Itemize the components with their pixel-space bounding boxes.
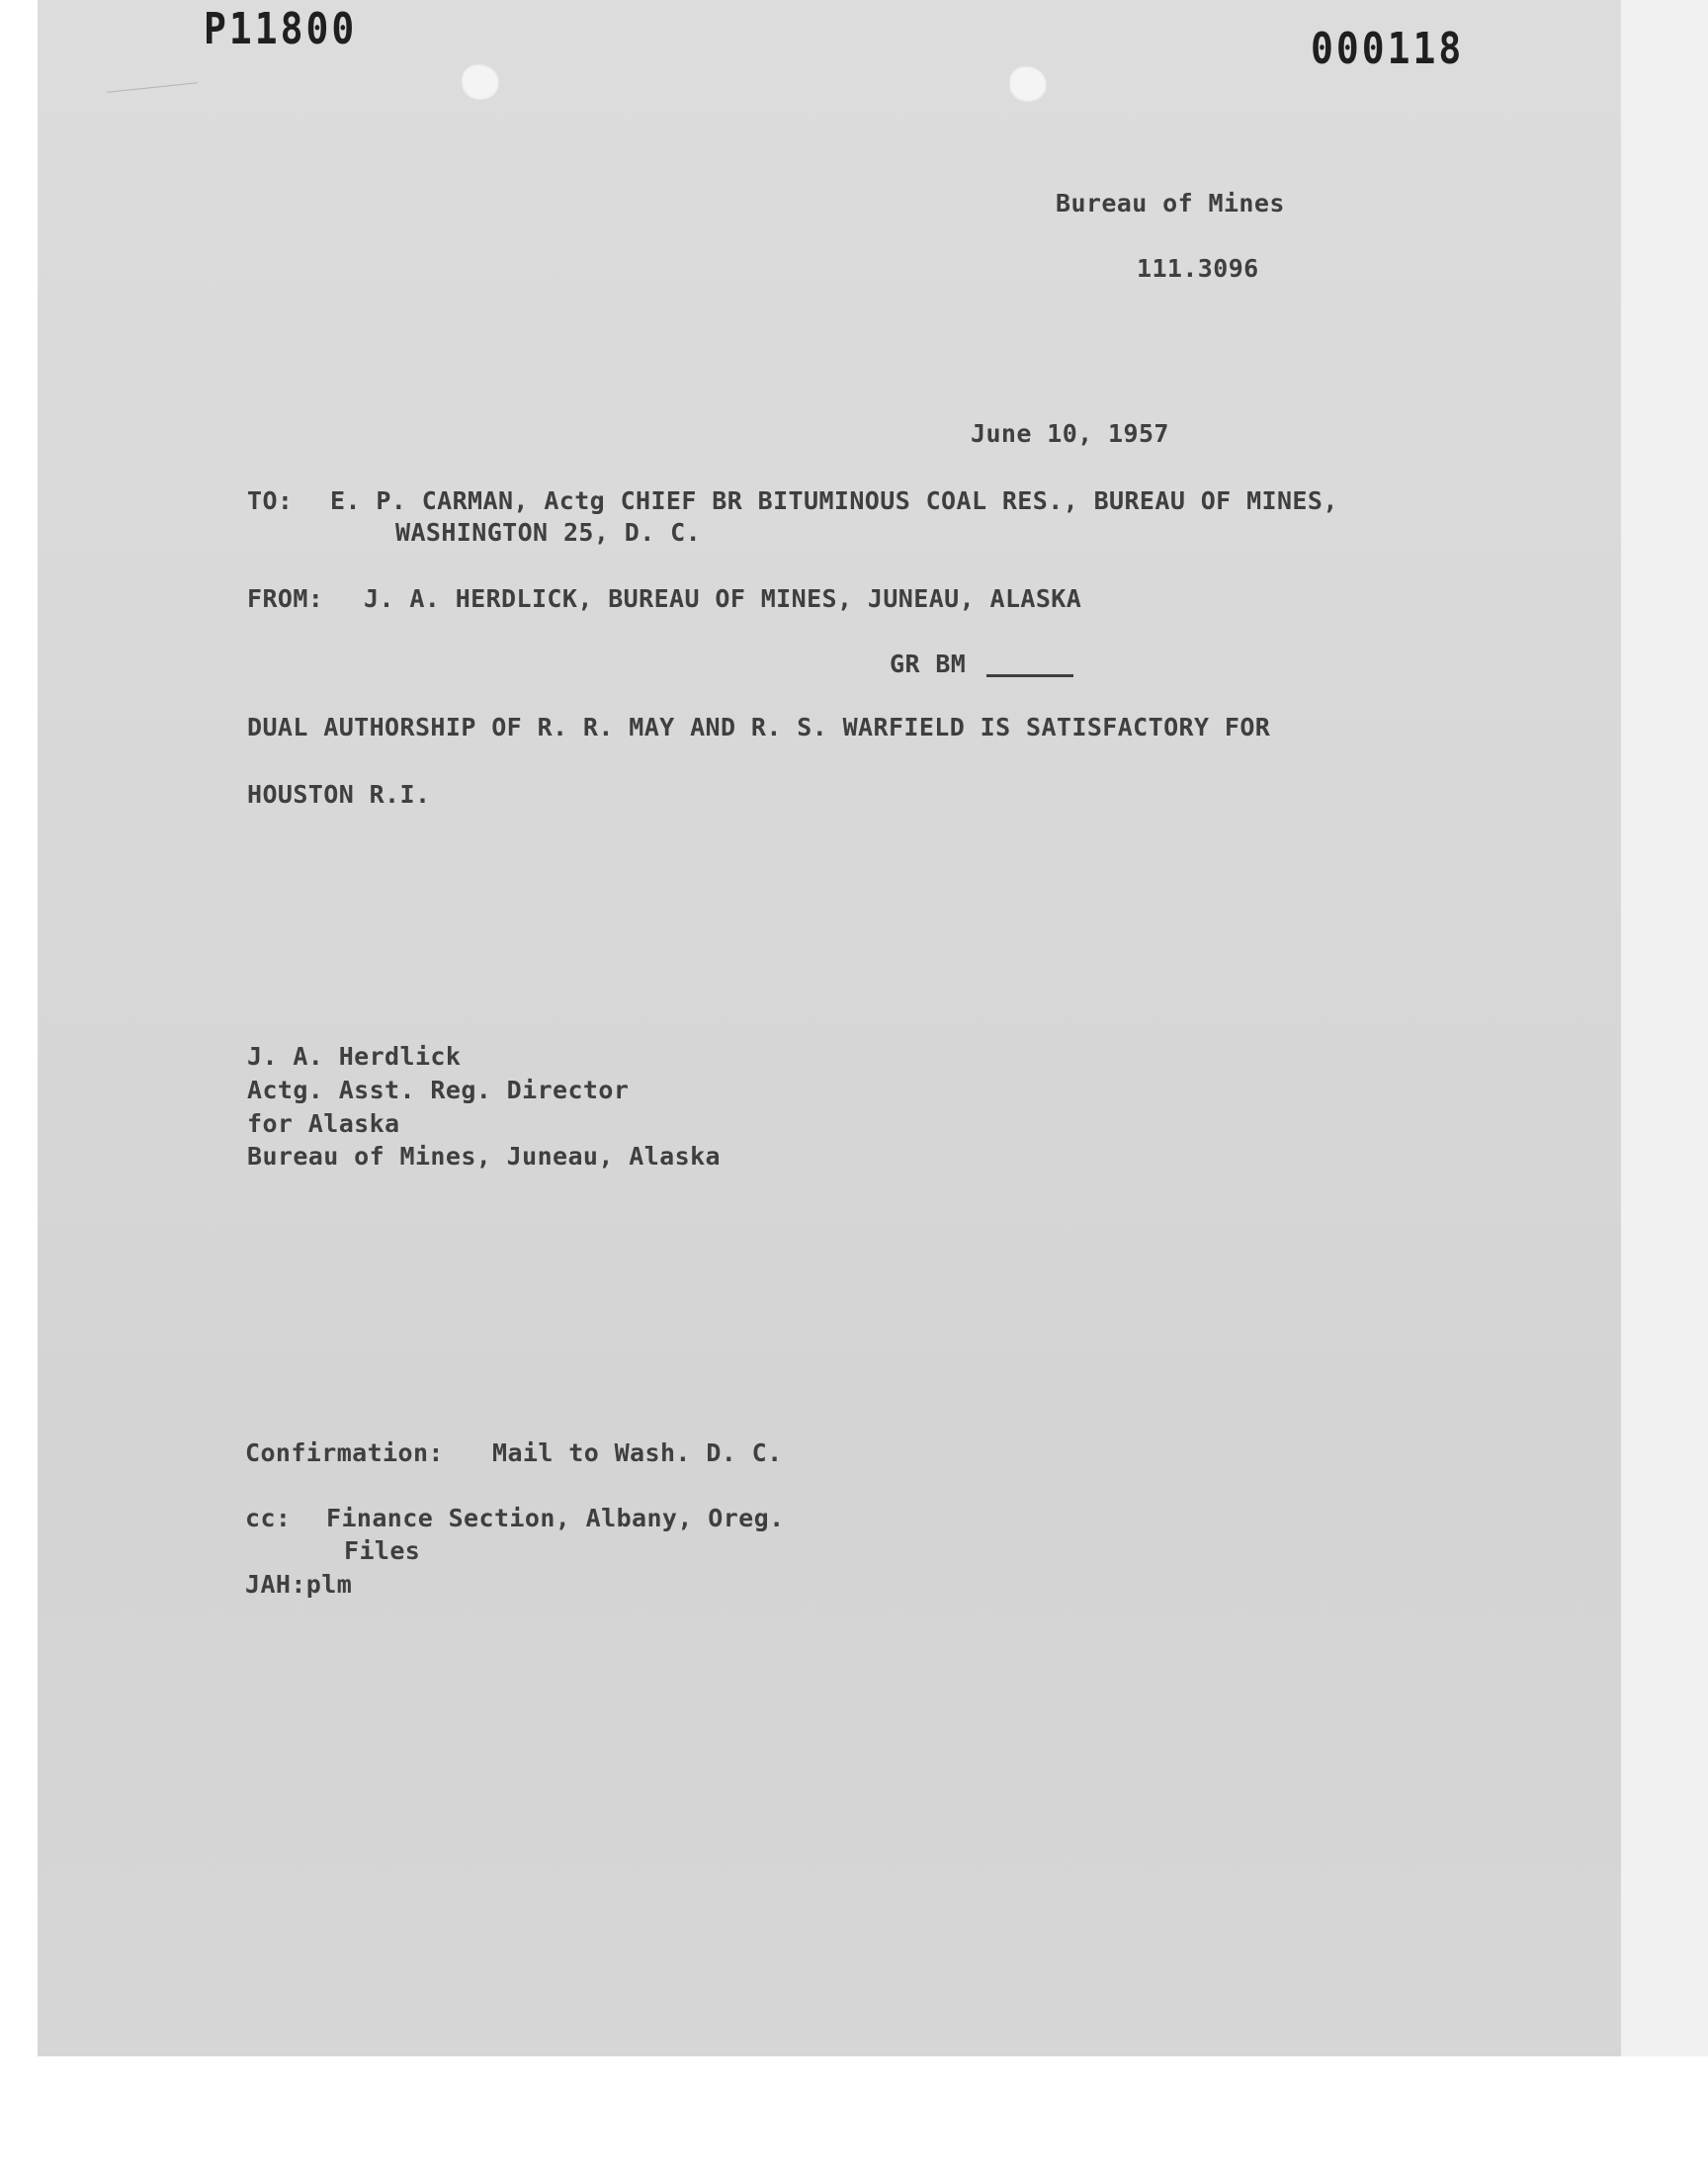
- file-number: 111.3096: [1137, 254, 1259, 283]
- punch-hole-right: [1008, 65, 1048, 103]
- confirmation-label: Confirmation:: [245, 1438, 444, 1467]
- paper-sheet: [38, 0, 1622, 2056]
- page-edge-margin: [1621, 0, 1708, 2056]
- signature-office: Bureau of Mines, Juneau, Alaska: [247, 1142, 721, 1171]
- cc-item-files: Files: [344, 1536, 421, 1565]
- stamp-top-left: P11800: [204, 3, 358, 54]
- punch-hole-left: [461, 63, 500, 101]
- cc-label: cc:: [245, 1504, 292, 1532]
- message-body-line1: DUAL AUTHORSHIP OF R. R. MAY AND R. S. WARFIELD IS SATISFACTORY FOR: [247, 713, 1271, 741]
- signature-title: Actg. Asst. Reg. Director: [247, 1076, 630, 1104]
- to-recipient-line2: WASHINGTON 25, D. C.: [395, 518, 702, 547]
- cc-item-finance: Finance Section, Albany, Oreg.: [326, 1504, 785, 1532]
- from-sender: J. A. HERDLICK, BUREAU OF MINES, JUNEAU, ALASKA: [364, 584, 1082, 613]
- gr-bm-blank-line: [986, 674, 1073, 677]
- agency-header: Bureau of Mines: [1056, 189, 1285, 218]
- gr-bm-label: GR BM: [890, 650, 967, 678]
- signature-name: J. A. Herdlick: [247, 1042, 462, 1071]
- message-body-line2: HOUSTON R.I.: [247, 780, 431, 809]
- memo-date: June 10, 1957: [971, 419, 1169, 448]
- typist-initials: JAH:plm: [245, 1570, 353, 1599]
- to-recipient-line1: E. P. CARMAN, Actg CHIEF BR BITUMINOUS COAL RES., BUREAU OF MINES,: [330, 486, 1338, 515]
- to-label: TO:: [247, 486, 294, 515]
- stamp-top-right: 000118: [1311, 23, 1465, 74]
- from-label: FROM:: [247, 584, 324, 613]
- confirmation-value: Mail to Wash. D. C.: [492, 1438, 783, 1467]
- signature-region: for Alaska: [247, 1109, 400, 1138]
